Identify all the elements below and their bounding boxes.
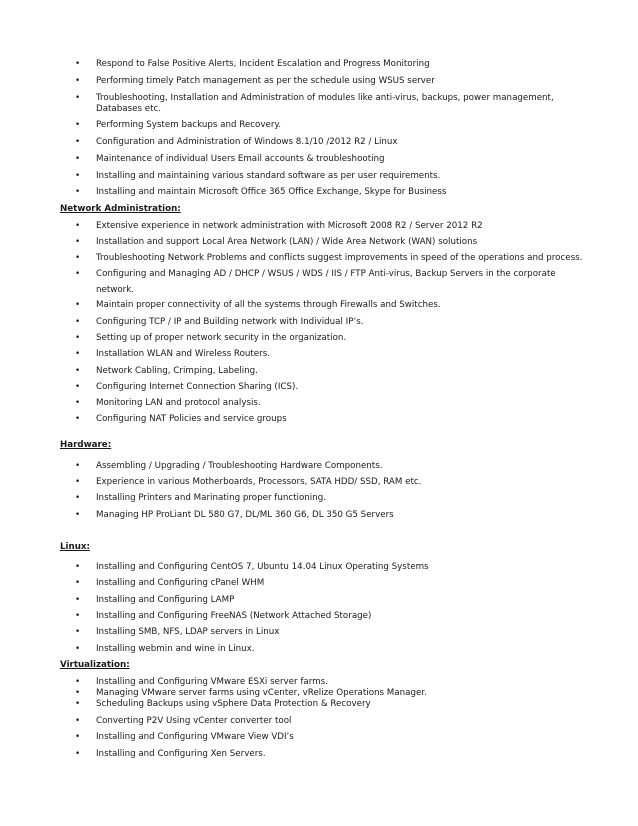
bullet: • xyxy=(75,398,81,408)
list-item-text: Maintenance of individual Users Email accounts & troubleshooting xyxy=(96,154,385,164)
list-item-text: Configuring NAT Policies and service groups xyxy=(96,414,287,424)
list-item-text: Installing SMB, NFS, LDAP servers in Linux xyxy=(96,627,280,637)
bullet: • xyxy=(75,677,81,687)
list-item-text: Installing and Configuring cPanel WHM xyxy=(96,578,265,588)
list-item-text: network. xyxy=(96,285,135,295)
bullet: • xyxy=(75,644,81,654)
list-item-text: Scheduling Backups using vSphere Data Protection & Recovery xyxy=(96,699,371,709)
list-item-text: Installing Printers and Marinating proper functioning. xyxy=(96,493,326,503)
list-item-text: Databases etc. xyxy=(96,104,162,114)
bullet: • xyxy=(75,187,81,197)
bullet: • xyxy=(75,493,81,503)
bullet: • xyxy=(75,414,81,424)
bullet: • xyxy=(75,627,81,637)
bullet: • xyxy=(75,688,81,698)
list-item-text: Installing and Configuring LAMP xyxy=(96,595,235,605)
bullet: • xyxy=(75,171,81,181)
list-item-text: Installation and support Local Area Network (LAN) / Wide Area Network (WAN) solutions xyxy=(96,237,478,247)
list-item-text: Installing and Configuring CentOS 7, Ubuntu 14.04 Linux Operating Systems xyxy=(96,562,429,572)
bullet: • xyxy=(75,93,81,103)
list-item-text: Installing and Configuring FreeNAS (Network Attached Storage) xyxy=(96,611,372,621)
bullet: • xyxy=(75,269,81,279)
list-item-text: Managing VMware server farms using vCenter, vRelize Operations Manager. xyxy=(96,688,427,698)
list-item-text: Configuring and Managing AD / DHCP / WSUS / WDS / IIS / FTP Anti-virus, Backup Servers in the corporate xyxy=(96,269,556,279)
list-item-text: Troubleshooting Network Problems and conflicts suggest improvements in speed of the operations and process. xyxy=(96,253,583,263)
list-item-text: Setting up of proper network security in the organization. xyxy=(96,333,347,343)
bullet: • xyxy=(75,154,81,164)
list-item-text: Performing System backups and Recovery. xyxy=(96,120,282,130)
bullet: • xyxy=(75,461,81,471)
list-item-text: Installing and maintaining various standard software as per user requirements. xyxy=(96,171,441,181)
list-item-text: Respond to False Positive Alerts, Incident Escalation and Progress Monitoring xyxy=(96,59,430,69)
bullet: • xyxy=(75,253,81,263)
bullet: • xyxy=(75,120,81,130)
bullet: • xyxy=(75,333,81,343)
list-item-text: Installing and Configuring Xen Servers. xyxy=(96,749,266,759)
section-heading-text: Virtualization: xyxy=(60,660,130,670)
bullet: • xyxy=(75,578,81,588)
list-item-text: Installing and Configuring VMware View VDI’s xyxy=(96,732,294,742)
list-item-text: Network Cabling, Crimping, Labeling. xyxy=(96,366,258,376)
bullet: • xyxy=(75,59,81,69)
bullet: • xyxy=(75,349,81,359)
bullet: • xyxy=(75,562,81,572)
bullet: • xyxy=(75,595,81,605)
bullet: • xyxy=(75,477,81,487)
list-item-text: Extensive experience in network administration with Microsoft 2008 R2 / Server 2012 R2 xyxy=(96,221,483,231)
bullet: • xyxy=(75,699,81,709)
bullet: • xyxy=(75,732,81,742)
list-item-text: Performing timely Patch management as per the schedule using WSUS server xyxy=(96,76,435,86)
bullet: • xyxy=(75,317,81,327)
list-item-text: Configuring Internet Connection Sharing (ICS). xyxy=(96,382,299,392)
list-item-text: Installing and maintain Microsoft Office 365 Office Exchange, Skype for Business xyxy=(96,187,447,197)
list-item-text: Converting P2V Using vCenter converter tool xyxy=(96,716,292,726)
list-item-text: Assembling / Upgrading / Troubleshooting Hardware Components. xyxy=(96,461,383,471)
bullet: • xyxy=(75,611,81,621)
section-heading-text: Network Administration: xyxy=(60,204,181,214)
list-item-text: Managing HP ProLiant DL 580 G7, DL/ML 360 G6, DL 350 G5 Servers xyxy=(96,510,394,520)
bullet: • xyxy=(75,76,81,86)
list-item-text: Configuration and Administration of Windows 8.1/10 /2012 R2 / Linux xyxy=(96,137,398,147)
list-item-text: Installation WLAN and Wireless Routers. xyxy=(96,349,271,359)
bullet: • xyxy=(75,237,81,247)
bullet: • xyxy=(75,716,81,726)
bullet: • xyxy=(75,137,81,147)
bullet: • xyxy=(75,749,81,759)
bullet: • xyxy=(75,510,81,520)
list-item-text: Maintain proper connectivity of all the systems through Firewalls and Switches. xyxy=(96,300,441,310)
bullet: • xyxy=(75,366,81,376)
list-item-text: Installing and Configuring VMware ESXi server farms. xyxy=(96,677,328,687)
list-item-text: Experience in various Motherboards, Processors, SATA HDD/ SSD, RAM etc. xyxy=(96,477,422,487)
section-heading-text: Hardware: xyxy=(60,440,112,450)
list-item-text: Installing webmin and wine in Linux. xyxy=(96,644,255,654)
section-heading-text: Linux: xyxy=(60,542,90,552)
bullet: • xyxy=(75,300,81,310)
list-item-text: Configuring TCP / IP and Building network with Individual IP’s. xyxy=(96,317,364,327)
bullet: • xyxy=(75,221,81,231)
bullet: • xyxy=(75,382,81,392)
list-item-text: Monitoring LAN and protocol analysis. xyxy=(96,398,261,408)
list-item-text: Troubleshooting, Installation and Administration of modules like anti-virus, backups, power management, xyxy=(96,93,554,103)
